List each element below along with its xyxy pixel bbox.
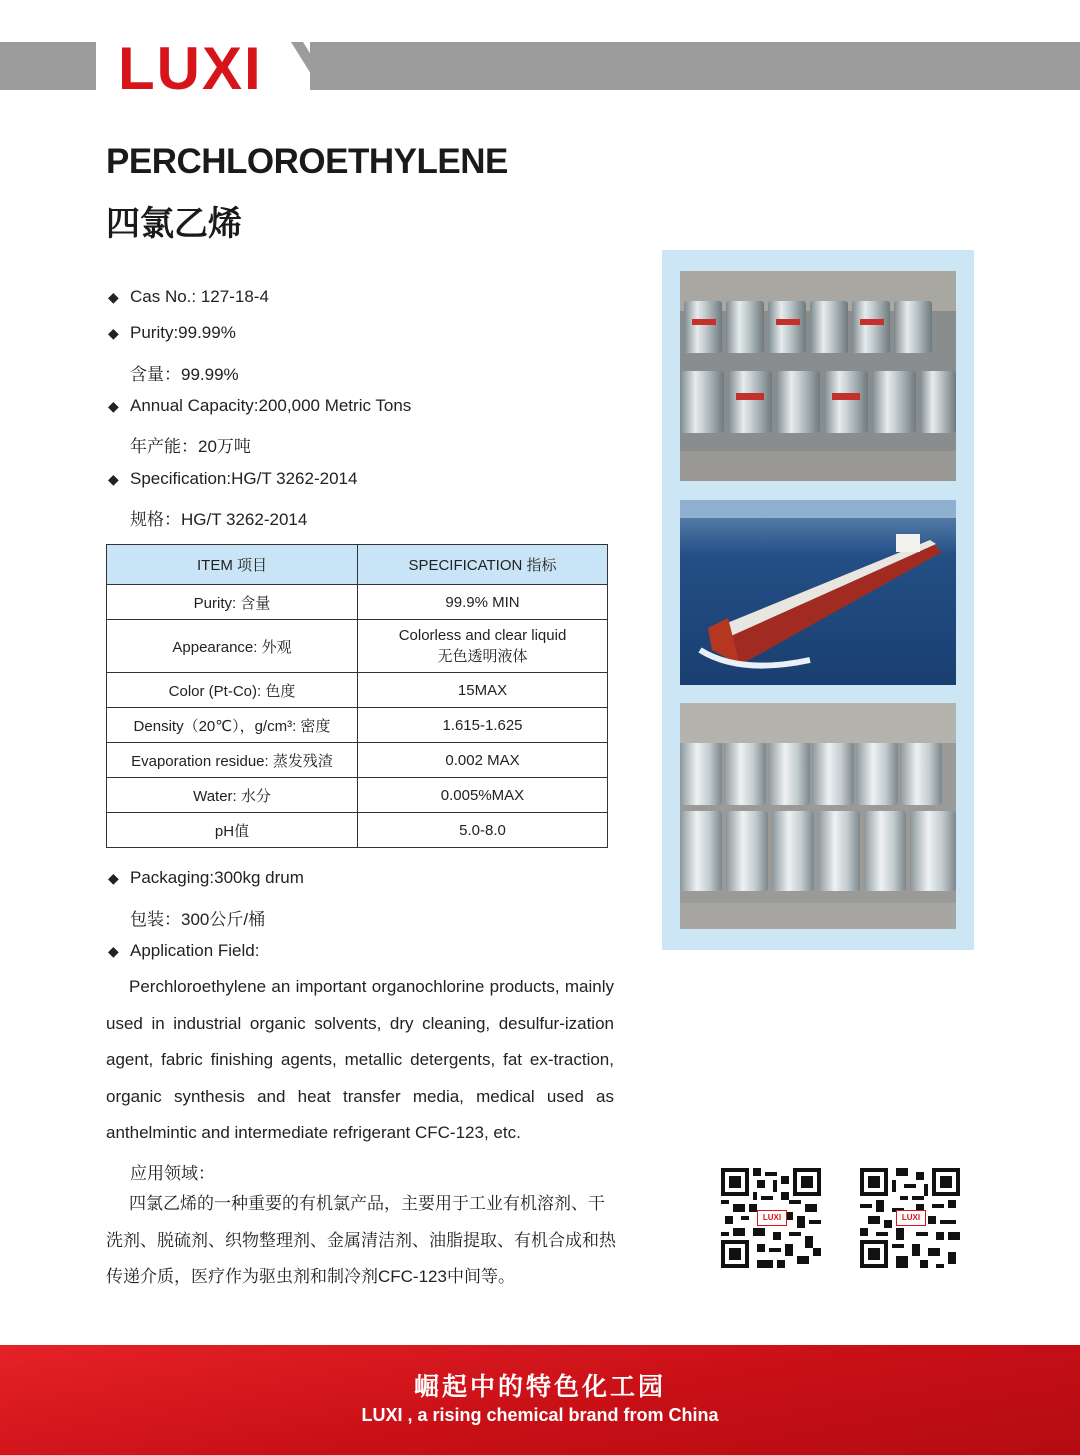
- table-header-row: [107, 545, 608, 585]
- packaging-line: ◆ Packaging:300kg drum: [108, 868, 304, 887]
- application-label-cn: 应用领域：: [130, 1164, 215, 1183]
- table-cell: 15MAX: [358, 673, 608, 708]
- application-label-line: ◆ Application Field:: [108, 941, 260, 960]
- purity-cn-line: 含量：99.99%: [130, 365, 239, 384]
- table-cell: Purity: 含量: [107, 585, 358, 620]
- luxi-logo: LUXI: [118, 35, 263, 102]
- table-cell: [358, 620, 608, 673]
- tanker-ship-photo: [680, 500, 956, 685]
- table-row: [107, 673, 608, 708]
- table-cell: 0.002 MAX: [358, 743, 608, 778]
- table-cell: Color (Pt-Co): 色度: [107, 673, 358, 708]
- specification-cn-line: 规格：HG/T 3262-2014: [130, 510, 308, 529]
- purity-line: ◆ Purity:99.99%: [108, 323, 236, 342]
- packaging-cn-line: 包装：300公斤/桶: [130, 910, 266, 929]
- table-row: [107, 708, 608, 743]
- table-row: [107, 743, 608, 778]
- table-cell: 0.005%MAX: [358, 778, 608, 813]
- table-row: [107, 620, 608, 673]
- table-cell: 5.0-8.0: [358, 813, 608, 848]
- capacity-line: ◆ Annual Capacity:200,000 Metric Tons: [108, 396, 412, 415]
- table-row: [107, 778, 608, 813]
- qr-luxi-badge: LUXI: [757, 1210, 787, 1226]
- table-row: [107, 585, 608, 620]
- table-cell-line: 无色透明液体: [437, 648, 528, 665]
- table-header: ITEM 项目: [107, 545, 358, 585]
- table-cell: 99.9% MIN: [358, 585, 608, 620]
- spec-table: [106, 544, 608, 848]
- table-cell: Evaporation residue: 蒸发残渣: [107, 743, 358, 778]
- footer-band: [0, 1345, 1080, 1455]
- photo-panel: [662, 250, 974, 950]
- cas-line: ◆ Cas No.: 127-18-4: [108, 287, 269, 306]
- table-cell: pH值: [107, 813, 358, 848]
- drums-warehouse-photo: [680, 271, 956, 481]
- product-title-en: PERCHLOROETHYLENE: [106, 142, 508, 181]
- capacity-cn-line: 年产能：20万吨: [130, 437, 251, 456]
- drums-stack-photo: [680, 703, 956, 929]
- table-cell: 1.615-1.625: [358, 708, 608, 743]
- table-cell: Density（20℃），g/cm³: 密度: [107, 708, 358, 743]
- qr-code: [860, 1168, 960, 1268]
- diamond-bullet-icon: ◆: [108, 870, 119, 886]
- application-text-en: Perchloroethylene an important organochlorine products, mainly used in industrial organic solvents, dry cleaning, desulfur-ization agent, fabric finishing agents, metallic detergents, fat ex-traction, organic synthesis and heat transfer media, medical used as anthelmintic and intermediate refrigerant CFC-123, etc.: [106, 977, 614, 1142]
- table-cell-line: Colorless and clear liquid: [398, 627, 567, 644]
- application-text-cn: 四氯乙烯的一种重要的有机氯产品，主要用于工业有机溶剂、干洗剂、脱硫剂、织物整理剂、金属清洁剂、油脂提取、有机合成和热传递介质，医疗作为驱虫剂和制冷剂CFC-123中间等。: [106, 1194, 616, 1286]
- diamond-bullet-icon: ◆: [108, 289, 119, 305]
- diamond-bullet-icon: ◆: [108, 398, 119, 414]
- specification-line: ◆ Specification:HG/T 3262-2014: [108, 469, 358, 488]
- diamond-bullet-icon: ◆: [108, 325, 119, 341]
- footer-slogan-cn: 崛起中的特色化工园: [413, 1373, 666, 1401]
- qr-code: [721, 1168, 821, 1268]
- table-row: [107, 813, 608, 848]
- footer-slogan-en: LUXI , a rising chemical brand from China: [361, 1405, 719, 1425]
- table-cell: Water: 水分: [107, 778, 358, 813]
- diamond-bullet-icon: ◆: [108, 471, 119, 487]
- diamond-bullet-icon: ◆: [108, 943, 119, 959]
- qr-luxi-badge: LUXI: [896, 1210, 926, 1226]
- table-header: SPECIFICATION 指标: [358, 545, 608, 585]
- product-title-cn: 四氯乙烯: [106, 205, 242, 243]
- table-cell: Appearance: 外观: [107, 620, 358, 673]
